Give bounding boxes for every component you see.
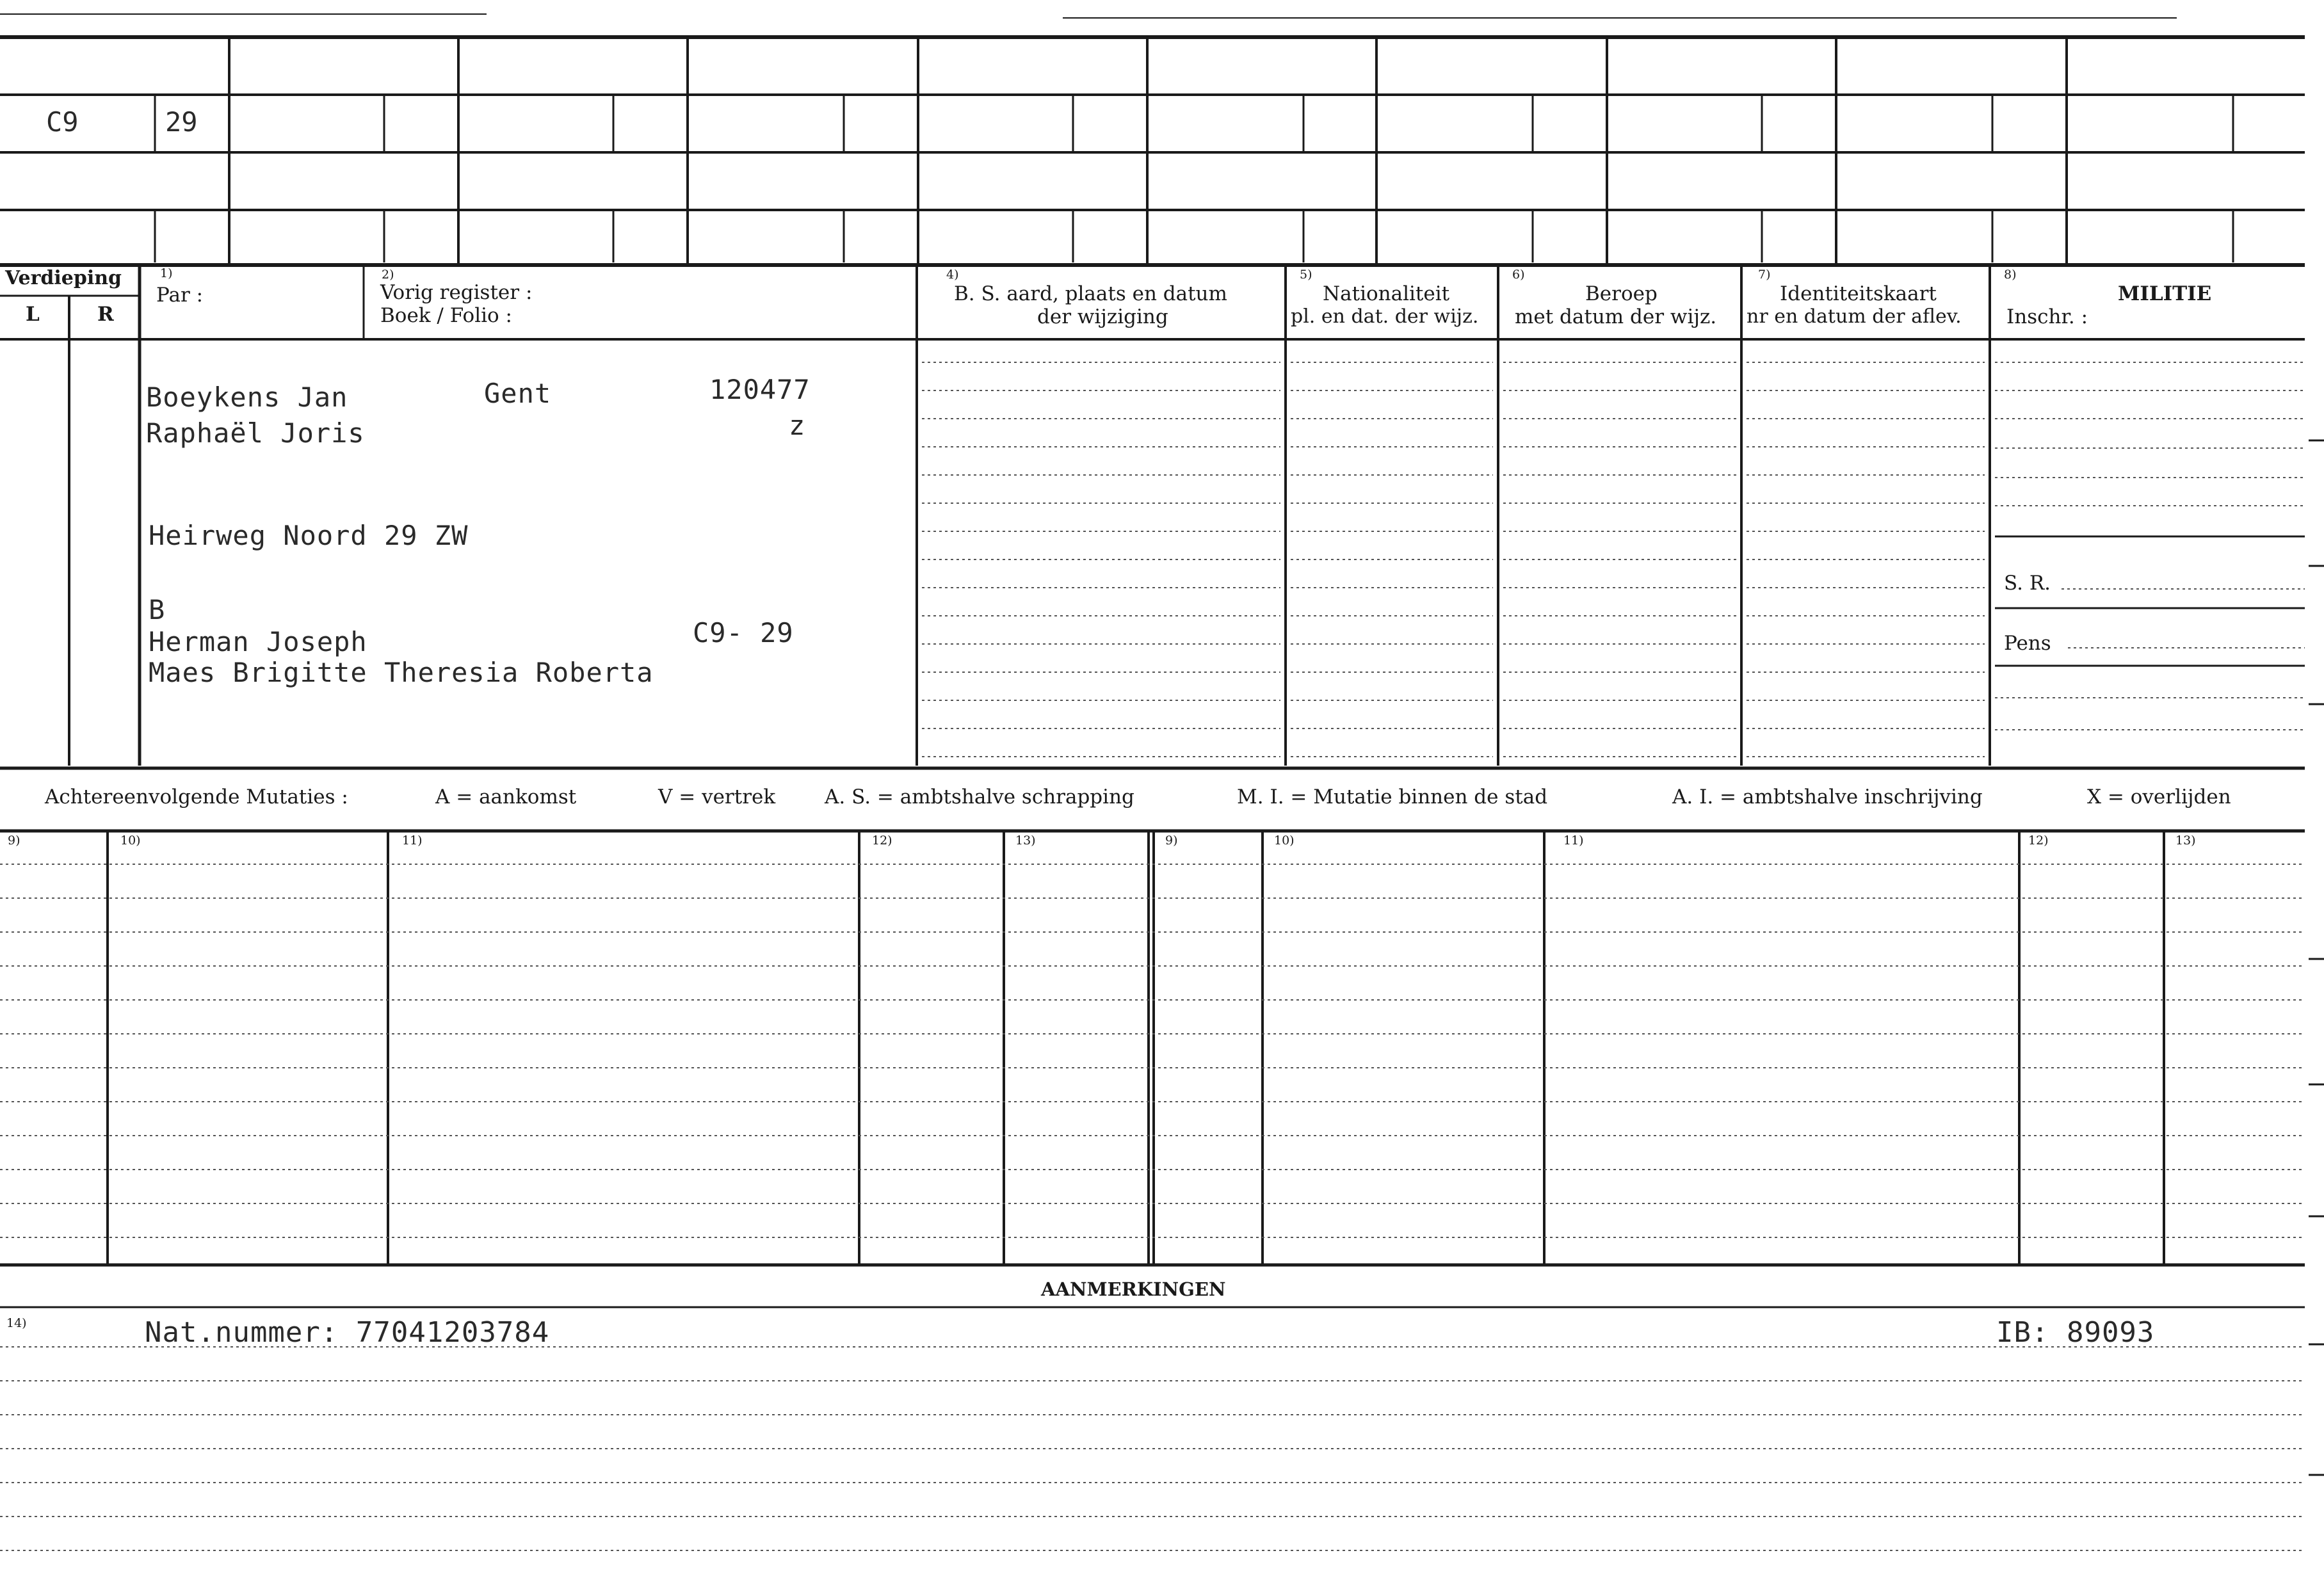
par-label: Par : bbox=[156, 284, 204, 307]
verdieping-header: Verdieping bbox=[5, 267, 122, 289]
militie-header: MILITIE bbox=[2118, 282, 2212, 305]
entry-parent-1: Herman Joseph bbox=[149, 626, 367, 657]
legend-mutatie-binnen-stad: M. I. = Mutatie binnen de stad bbox=[1237, 785, 1548, 809]
entry-address: Heirweg Noord 29 ZW bbox=[149, 520, 469, 551]
legend-ambtshalve-inschrijving: A. I. = ambtshalve inschrijving bbox=[1672, 785, 1983, 809]
entry-name-line1: Boeykens Jan bbox=[146, 382, 348, 413]
remarks-number: 14) bbox=[6, 1316, 27, 1330]
entry-suffix: z bbox=[789, 410, 806, 441]
top-grid-code-b: 29 bbox=[165, 106, 198, 138]
mutation-col-13-left: 13) bbox=[1015, 833, 1036, 848]
entry-name-line2: Raphaël Joris bbox=[146, 417, 365, 449]
legend-aankomst: A = aankomst bbox=[435, 785, 577, 809]
legend-ambtshalve-schrapping: A. S. = ambtshalve schrapping bbox=[825, 785, 1134, 809]
beroep-header-line2: met datum der wijz. bbox=[1515, 305, 1717, 328]
mutation-col-10-right: 10) bbox=[1274, 833, 1295, 848]
inschr-label: Inschr. : bbox=[2006, 305, 2088, 328]
legend-overlijden: X = overlijden bbox=[2087, 785, 2231, 809]
legend-title: Achtereenvolgende Mutaties : bbox=[45, 785, 348, 809]
mutation-col-13-right: 13) bbox=[2175, 833, 2196, 848]
mutation-col-12-right: 12) bbox=[2028, 833, 2049, 848]
mutation-col-10-left: 10) bbox=[120, 833, 141, 848]
entry-parent-2: Maes Brigitte Theresia Roberta bbox=[149, 657, 654, 688]
col-5-number: 5) bbox=[1300, 268, 1312, 282]
vorig-register-label: Vorig register : bbox=[380, 281, 533, 304]
legend-vertrek: V = vertrek bbox=[658, 785, 776, 809]
beroep-header-line1: Beroep bbox=[1585, 282, 1658, 305]
bs-header-line2: der wijziging bbox=[1037, 305, 1168, 328]
entry-place: Gent bbox=[484, 378, 552, 409]
identiteitskaart-header-line1: Identiteitskaart bbox=[1780, 282, 1937, 305]
mutation-col-9-right: 9) bbox=[1165, 833, 1178, 848]
entry-reference: C9- 29 bbox=[693, 617, 794, 648]
col-6-number: 6) bbox=[1512, 268, 1525, 282]
boek-folio-label: Boek / Folio : bbox=[380, 304, 512, 327]
col-4-number: 4) bbox=[946, 268, 959, 282]
col-1-number: 1) bbox=[160, 266, 173, 280]
verdieping-r: R bbox=[97, 303, 114, 326]
col-8-number: 8) bbox=[2004, 268, 2017, 282]
entry-date-code: 120477 bbox=[709, 374, 811, 405]
identiteitskaart-header-line2: nr en datum der aflev. bbox=[1747, 305, 1962, 328]
aanmerkingen-title: AANMERKINGEN bbox=[1041, 1278, 1226, 1300]
entry-letter: B bbox=[149, 594, 166, 625]
mutation-col-11-left: 11) bbox=[402, 833, 423, 848]
national-number: Nat.nummer: 77041203784 bbox=[145, 1316, 550, 1349]
mutation-col-12-left: 12) bbox=[872, 833, 892, 848]
verdieping-l: L bbox=[26, 303, 40, 326]
nationaliteit-header-line2: pl. en dat. der wijz. bbox=[1291, 305, 1479, 328]
nationaliteit-header-line1: Nationaliteit bbox=[1323, 282, 1450, 305]
ib-number: IB: 89093 bbox=[1996, 1316, 2155, 1349]
mutation-col-9-left: 9) bbox=[8, 833, 20, 848]
bs-header-line1: B. S. aard, plaats en datum bbox=[954, 282, 1227, 305]
sr-label: S. R. bbox=[2004, 572, 2051, 595]
top-grid-code-a: C9 bbox=[46, 106, 79, 138]
col-7-number: 7) bbox=[1758, 268, 1771, 282]
mutation-col-11-right: 11) bbox=[1563, 833, 1584, 848]
col-2-number: 2) bbox=[382, 268, 394, 282]
pens-label: Pens bbox=[2004, 632, 2051, 655]
